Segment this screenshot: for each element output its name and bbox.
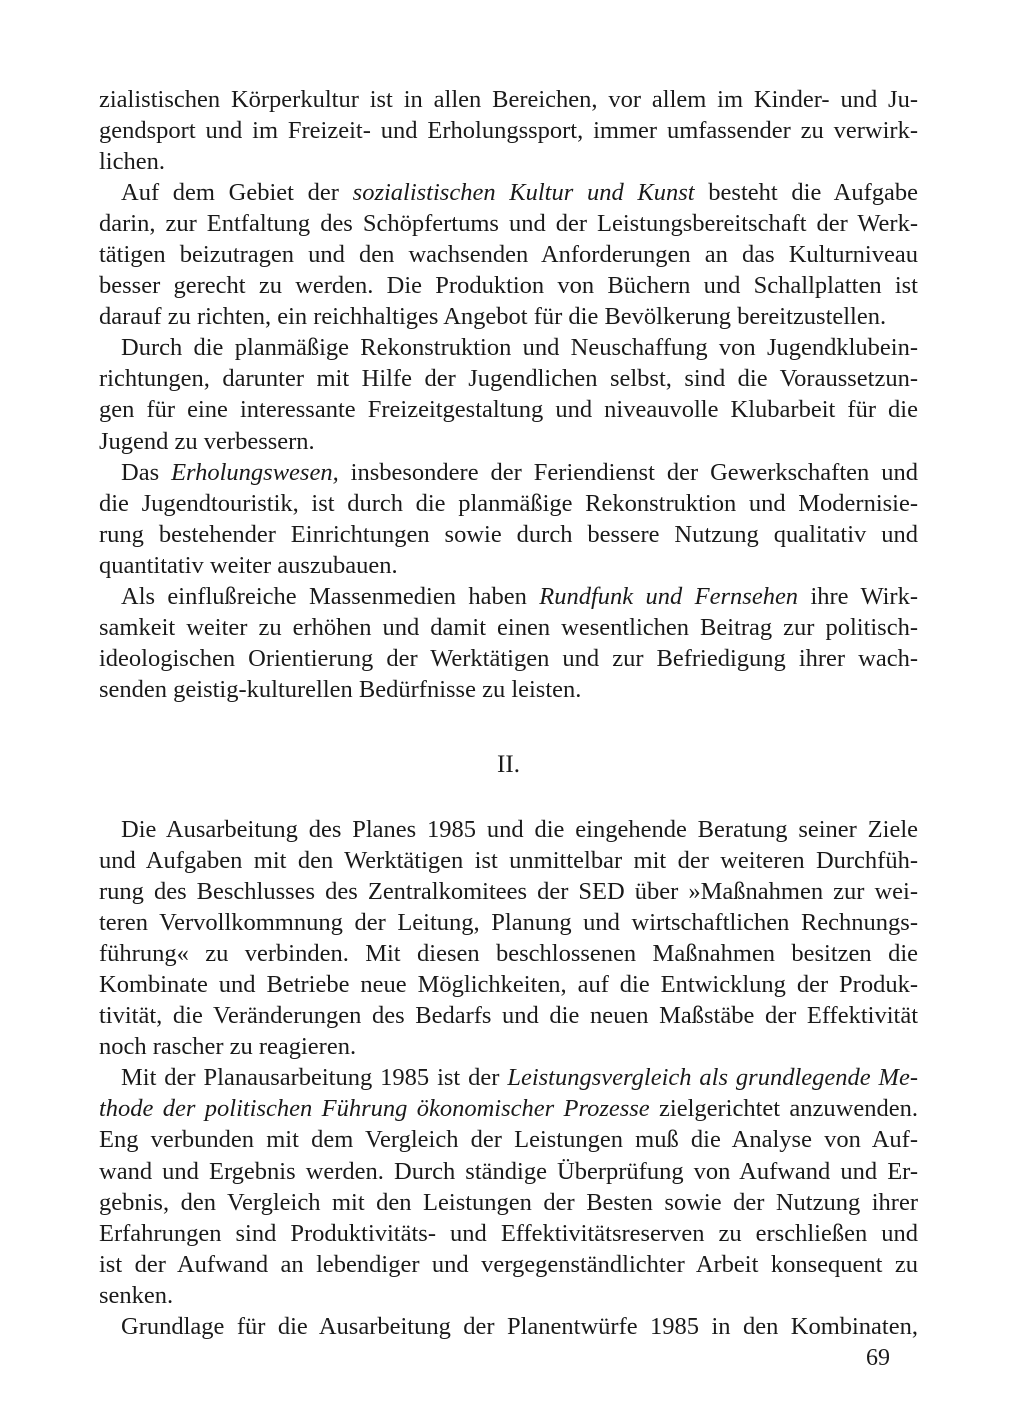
text-line: lichen. <box>99 148 165 176</box>
text-line: senden geistig-kulturellen Bedürfnisse zu leisten. <box>99 675 582 703</box>
text-line: gebnis, den Vergleich mit den Leistungen der Besten sowie der Nutzung ihrer <box>99 1188 918 1216</box>
text-segment: Das <box>121 458 172 486</box>
text-line: senken. <box>99 1281 174 1309</box>
text-line: Durch die planmäßige Rekonstruktion und Neuschaffung von Jugendklubein- <box>121 334 918 362</box>
text-line: teren Vervollkommnung der Leitung, Planung und wirtschaftlichen Rechnungs- <box>99 909 918 937</box>
text-line: darin, zur Entfaltung des Schöpfertums und der Leistungsbereitschaft der Werk- <box>99 210 918 238</box>
text-line: führung« zu verbinden. Mit diesen beschlossenen Maßnahmen besitzen die <box>99 940 918 968</box>
emphasis-text: Erholungswesen, <box>171 458 339 486</box>
text-line <box>99 457 918 488</box>
text-line: Kombinate und Betriebe neue Möglichkeiten, auf die Entwicklung der Produk- <box>99 971 918 999</box>
text-line: noch rascher zu reagieren. <box>99 1033 357 1061</box>
emphasis-text: thode der politischen Führung ökonomischer Prozesse <box>99 1095 650 1123</box>
text-segment: besteht die Aufgabe <box>694 179 919 207</box>
text-line <box>99 1093 918 1124</box>
text-line: Grundlage für die Ausarbeitung der Planentwürfe 1985 in den Kombinaten, <box>121 1312 918 1340</box>
text-segment: Mit der Planausarbeitung 1985 ist der <box>121 1064 508 1092</box>
section-heading: II. <box>497 751 520 778</box>
text-line: samkeit weiter zu erhöhen und damit einen wesentlichen Beitrag zur politisch- <box>99 613 918 641</box>
text-line: Jugend zu verbessern. <box>99 427 315 455</box>
text-line: gen für eine interessante Freizeitgestaltung und niveauvolle Klubarbeit für die <box>99 396 918 424</box>
text-line: Erfahrungen sind Produktivitäts- und Effektivitätsreserven zu erschließen und <box>99 1219 918 1247</box>
text-line <box>99 177 918 208</box>
text-line: rung bestehender Einrichtungen sowie durch bessere Nutzung qualitativ und <box>99 520 918 548</box>
text-segment: Als einflußreiche Massenmedien haben <box>121 582 540 610</box>
text-segment: ihre Wirk- <box>798 582 918 610</box>
text-line: ist der Aufwand an lebendiger und vergegenständlichter Arbeit konsequent zu <box>99 1250 918 1278</box>
text-line: Eng verbunden mit dem Vergleich der Leistungen muß die Analyse von Auf- <box>99 1126 918 1154</box>
emphasis-text: Leistungsvergleich als grundlegende Me- <box>507 1064 918 1092</box>
text-line: rung des Beschlusses des Zentralkomitees der SED über »Maßnahmen zur wei- <box>99 878 918 906</box>
text-line: richtungen, darunter mit Hilfe der Jugendlichen selbst, sind die Voraussetzun- <box>99 365 918 393</box>
text-line: tätigen beizutragen und den wachsenden Anforderungen an das Kulturniveau <box>99 241 918 269</box>
page-number: 69 <box>866 1345 890 1371</box>
text-line: Die Ausarbeitung des Planes 1985 und die eingehende Beratung seiner Ziele <box>121 816 918 843</box>
text-line <box>99 1062 918 1093</box>
text-line: zialistischen Körperkultur ist in allen Bereichen, vor allem im Kinder- und Ju- <box>99 86 918 113</box>
text-line: wand und Ergebnis werden. Durch ständige Überprüfung von Aufwand und Er- <box>99 1157 918 1185</box>
text-segment: zielgerichtet anzuwenden. <box>649 1095 918 1123</box>
text-line <box>99 581 918 612</box>
text-line: die Jugendtouristik, ist durch die planmäßige Rekonstruktion und Modernisie- <box>99 489 918 517</box>
text-block-section-ii <box>99 814 918 1342</box>
document-page <box>99 84 919 1340</box>
text-line: und Aufgaben mit den Werktätigen ist unmittelbar mit der weiteren Durchfüh- <box>99 847 918 875</box>
text-line: gendsport und im Freizeit- und Erholungssport, immer umfassender zu verwirk- <box>99 117 918 145</box>
text-line: ideologischen Orientierung der Werktätigen und zur Befriedigung ihrer wach- <box>99 644 918 672</box>
text-line: darauf zu richten, ein reichhaltiges Angebot für die Bevölkerung bereitzustellen. <box>99 303 887 331</box>
text-segment: Auf dem Gebiet der <box>121 179 353 207</box>
emphasis-text: Rundfunk und Fernsehen <box>539 582 799 610</box>
text-line: quantitativ weiter auszubauen. <box>99 551 398 579</box>
text-segment: insbesondere der Feriendienst der Gewerkschaften und <box>338 458 918 486</box>
text-line: tivität, die Veränderungen des Bedarfs und die neuen Maßstäbe der Effektivität <box>99 1002 918 1030</box>
text-line: besser gerecht zu werden. Die Produktion von Büchern und Schallplatten ist <box>99 272 918 300</box>
text-block-section-i <box>99 84 918 705</box>
emphasis-text: sozialistischen Kultur und Kunst <box>352 179 695 207</box>
